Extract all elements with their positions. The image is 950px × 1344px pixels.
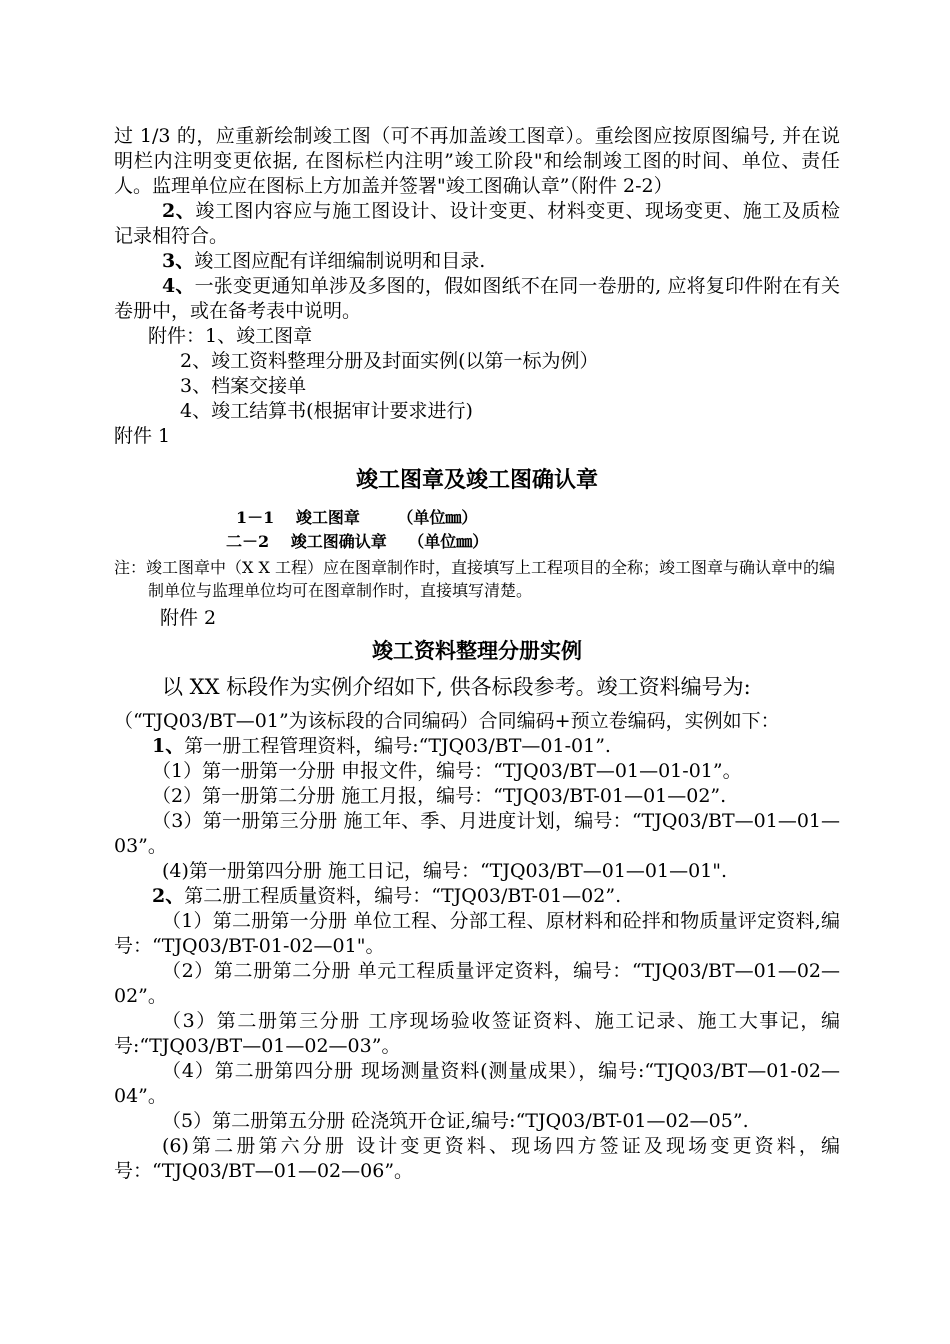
note: 注：竣工图章中（X X 工程）应在图章制作时，直接填写上工程项目的全称；竣工图章与确认章中的编制单位与监理单位均可在图章制作时，直接填写清楚。 <box>114 558 835 600</box>
attachment-1: 附件：1、竣工图章 <box>148 325 313 347</box>
list-item <box>114 784 840 809</box>
attachment-3: 3、档案交接单 <box>180 375 307 397</box>
item-number: 4、 <box>162 275 195 297</box>
appendix-1-label: 附件 1 <box>114 425 171 447</box>
list-item <box>114 734 840 759</box>
item-text: （2）第一册第二分册 施工月报，编号：“TJQ03/BT-01—01—02”. <box>152 785 727 807</box>
attachment-2: 2、竣工资料整理分册及封面实例(以第一标为例） <box>180 350 599 372</box>
item-number: 3、 <box>162 250 195 272</box>
paragraph-2 <box>114 199 840 249</box>
list-item <box>114 1059 840 1109</box>
item-text: （3）第二册第三分册 工序现场验收签证资料、施工记录、施工大事记，编号:“TJQ03/BT—01—02—03”。 <box>114 1010 840 1057</box>
item-text: 第二册工程质量资料，编号：“TJQ03/BT-01—02”. <box>184 885 622 907</box>
paragraph-1: 过 1/3 的，应重新绘制竣工图（可不再加盖竣工图章）。重绘图应按原图编号, 并在说明栏内注明变更依据, 在图标栏内注明”竣工阶段"和绘制竣工图的时间、单位、责任人。监理单位应在图标上方加盖并签署"竣工图确认章”（附件 2-2） <box>114 125 840 197</box>
list-item <box>114 1109 840 1134</box>
list-item <box>114 809 840 859</box>
intro-line-2: （“TJQ03/BT—01”为该标段的合同编码）合同编码+预立卷编码，实例如下： <box>114 710 780 732</box>
list-item <box>114 759 840 784</box>
stamp-line-2: 二－2 竣工图确认章 （单位㎜） <box>226 532 489 551</box>
item-text: （3）第一册第三分册 施工年、季、月进度计划，编号：“TJQ03/BT—01—01—03”。 <box>114 810 840 857</box>
appendix-2-label: 附件 2 <box>160 607 217 629</box>
item-number: 1、 <box>152 735 185 757</box>
list-item <box>114 884 840 909</box>
item-text: (4)第一册第四分册 施工日记，编号：“TJQ03/BT—01—01—01". <box>162 860 728 882</box>
list-item <box>114 1009 840 1059</box>
item-text: （2）第二册第二分册 单元工程质量评定资料，编号：“TJQ03/BT—01—02—02”。 <box>114 960 840 1007</box>
paragraph-text: 一张变更通知单涉及多图的，假如图纸不在同一卷册的, 应将复印件附在有关卷册中，或在备考表中说明。 <box>114 275 840 322</box>
list-item <box>114 959 840 1009</box>
paragraph-4 <box>114 274 840 324</box>
appendix-2-title: 竣工资料整理分册实例 <box>372 638 582 663</box>
document-page <box>114 124 840 1184</box>
intro-line: 以 XX 标段作为实例介绍如下, 供各标段参考。竣工资料编号为: <box>162 675 751 699</box>
paragraph-text: 竣工图内容应与施工图设计、设计变更、材料变更、现场变更、施工及质检记录相符合。 <box>114 200 840 247</box>
item-text: （4）第二册第四分册 现场测量资料(测量成果），编号:“TJQ03/BT—01-02—04”。 <box>114 1060 840 1107</box>
paragraph-text: 竣工图应配有详细编制说明和目录. <box>194 250 486 272</box>
item-text: 第一册工程管理资料，编号:“TJQ03/BT—01-01”. <box>184 735 611 757</box>
attachment-4: 4、竣工结算书(根据审计要求进行) <box>180 400 473 422</box>
item-list <box>114 734 840 1184</box>
list-item <box>114 1134 840 1184</box>
item-text: (6)第二册第六分册 设计变更资料、现场四方签证及现场变更资料，编号：“TJQ03/BT—01—02—06”。 <box>114 1135 840 1182</box>
list-item <box>114 909 840 959</box>
paragraph-3 <box>114 249 840 274</box>
list-item <box>114 859 840 884</box>
stamp-line-1: 1－1 竣工图章 （单位㎜） <box>236 508 478 527</box>
item-text: （1）第一册第一分册 申报文件，编号：“TJQ03/BT—01—01-01”。 <box>152 760 742 782</box>
item-number: 2、 <box>152 885 185 907</box>
item-text: （1）第二册第一分册 单位工程、分部工程、原材料和砼拌和物质量评定资料,编号：“TJQ03/BT-01-02—01"。 <box>114 910 840 957</box>
item-number: 2、 <box>162 200 196 222</box>
appendix-1-title: 竣工图章及竣工图确认章 <box>355 467 598 493</box>
item-text: （5）第二册第五分册 砼浇筑开仓证,编号:“TJQ03/BT-01—02—05”. <box>162 1110 749 1132</box>
